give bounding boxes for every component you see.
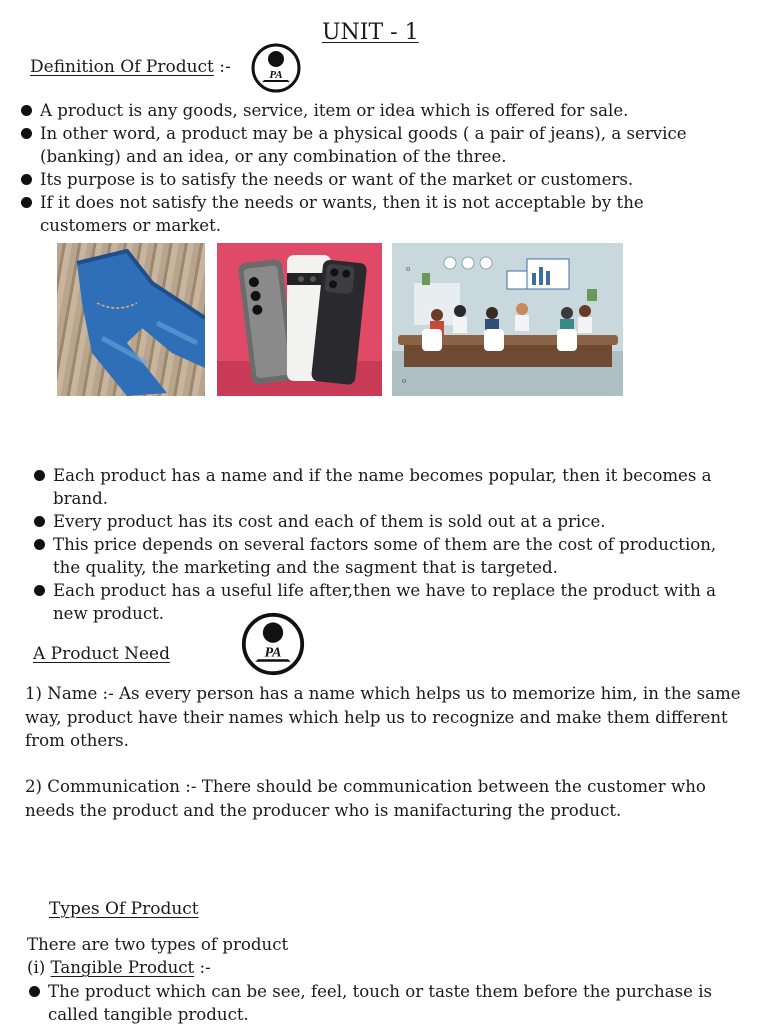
list-item: This price depends on several factors some of them are the cost of production, the quality, the marketing and the sagment that is targeted. [33,533,748,579]
name-paragraph [25,682,745,753]
unit-title: UNIT - 1 [322,20,419,45]
pa-logo-icon [240,611,306,677]
types-heading: Types Of Product [49,899,199,919]
tangible-list [28,980,748,1026]
bank-illustration [392,243,623,396]
pa-logo-icon [250,42,302,94]
definition-heading-suffix: :- [219,57,231,77]
list-item: Every product has its cost and each of them is sold out at a price. [33,510,748,533]
list-item: In other word, a product may be a physical goods ( a pair of jeans), a service (banking) and an idea, or any combination of the three. [20,122,700,168]
list-item: The product which can be see, feel, touch or taste them before the purchase is called tangible product. [28,980,748,1026]
communication-text: There should be communication between the customer who needs the product and the producer who is manifacturing the product. [25,777,706,820]
list-item: A product is any goods, service, item or idea which is offered for sale. [20,99,700,122]
definition-list [20,99,700,237]
definition-heading-row [30,57,231,77]
communication-label: 2) Communication :- [25,777,197,796]
list-item: Each product has a useful life after,then we have to replace the product with a new product. [33,579,748,625]
name-text: As every person has a name which helps us to memorize him, in the same way, product have their names which help us to recognize and make them different from others. [25,684,741,750]
svg-text:o: o [406,265,411,273]
list-item: Each product has a name and if the name becomes popular, then it becomes a brand. [33,464,748,510]
name-label: 1) Name :- [25,684,114,703]
tangible-item [27,956,211,980]
tangible-prefix: (i) [27,958,46,977]
jeans-photo [57,243,205,396]
communication-paragraph [25,775,745,822]
tangible-label: Tangible Product [50,958,195,977]
list-item: Its purpose is to satisfy the needs or want of the market or customers. [20,168,700,191]
types-intro: There are two types of product [27,935,289,954]
logo-label: PA [269,69,283,81]
phones-photo [217,243,382,396]
tangible-suffix: :- [199,958,211,977]
logo-label: PA [264,645,282,661]
definition-heading: Definition Of Product [30,57,214,77]
product-facts-list [33,464,748,625]
product-need-heading: A Product Need [33,644,170,664]
svg-text:o: o [402,377,407,385]
list-item: If it does not satisfy the needs or wants, then it is not acceptable by the customers or market. [20,191,700,237]
